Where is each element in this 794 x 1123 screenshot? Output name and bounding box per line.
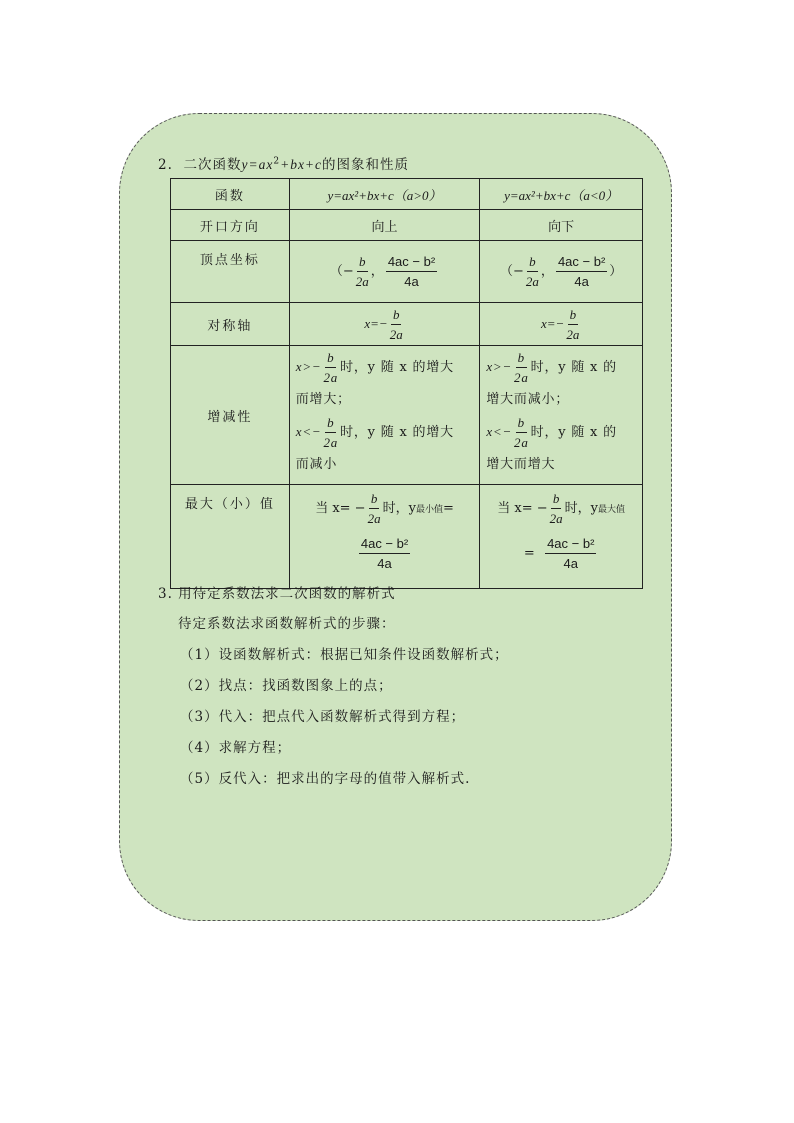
step-4: （4）求解方程； xyxy=(180,740,292,756)
frac-denominator: 2a xyxy=(389,326,403,342)
cell-opening-label: 开口方向 xyxy=(171,210,290,241)
cell-header-label: 函数 xyxy=(171,179,290,210)
frac-numerator: b xyxy=(568,307,579,325)
mono-prefix: x<− xyxy=(295,424,322,439)
section-3 xyxy=(158,582,509,795)
frac-denominator: 4a xyxy=(404,274,419,289)
step-3: （3）代入：把点代入函数解析式得到方程； xyxy=(180,709,466,725)
frac-numerator: b xyxy=(357,254,368,272)
step-2: （2）找点：找函数图象上的点； xyxy=(180,678,393,694)
mono-neg-line1 xyxy=(486,350,636,385)
table-row-vertex xyxy=(171,241,643,303)
frac-denominator: 2a xyxy=(514,370,529,385)
extreme-subscript: 最大值 xyxy=(598,505,626,515)
mono-prefix: x<− xyxy=(486,424,513,439)
frac-numerator: b xyxy=(325,350,336,368)
extreme-pos-line2 xyxy=(290,536,480,571)
vertex-comma: ， xyxy=(540,264,554,279)
mono-pos-line3 xyxy=(296,415,474,450)
extreme-value-frac xyxy=(359,536,410,571)
extreme-prefix: 当 x= − xyxy=(315,501,366,516)
step-5: （5）反代入：把求出的字母的值带入解析式. xyxy=(180,771,471,787)
frac-denominator: 2a xyxy=(525,274,539,289)
mono-prefix: x>− xyxy=(295,359,322,374)
frac-numerator: b xyxy=(325,415,336,433)
table-row-opening xyxy=(171,210,643,241)
frac-numerator: 4ac − b² xyxy=(359,536,410,554)
vertex-frac-y xyxy=(386,254,437,289)
frac-denominator: 4a xyxy=(563,556,578,571)
cell-axis-label: 对称轴 xyxy=(171,303,290,346)
extreme-frac xyxy=(550,491,563,526)
cell-extreme-pos xyxy=(289,485,480,589)
cell-opening-pos: 向上 xyxy=(289,210,480,241)
title-suffix: 的图象和性质 xyxy=(322,157,410,173)
axis-prefix: x=− xyxy=(540,315,565,331)
cell-extreme-label: 最大（小）值 xyxy=(171,485,290,589)
table-row-axis xyxy=(171,303,643,346)
cell-header-neg: y=ax²+bx+c（a<0） xyxy=(480,179,643,210)
table-row-header xyxy=(171,179,643,210)
cell-vertex-neg xyxy=(480,241,643,303)
frac-numerator: 4ac − b² xyxy=(545,536,596,554)
extreme-neg-line2 xyxy=(480,536,642,571)
extreme-frac xyxy=(368,491,381,526)
axis-prefix: x=− xyxy=(364,315,388,331)
mono-pos-line4: 而减小 xyxy=(295,457,338,472)
step-1: （1）设函数解析式：根据已知条件设函数解析式； xyxy=(180,647,509,663)
quadratic-properties-table xyxy=(170,178,643,589)
extreme-equals: = xyxy=(442,501,454,516)
cell-header-pos: y=ax²+bx+c（a>0） xyxy=(289,179,480,210)
frac-denominator: 2a xyxy=(549,511,563,526)
cell-axis-pos xyxy=(289,303,480,346)
table-row-extreme xyxy=(171,485,643,589)
section-3-intro: 待定系数法求函数解析式的步骤： xyxy=(178,616,396,632)
section-3-title: 3. 用待定系数法求二次函数的解析式 xyxy=(158,586,396,602)
extreme-subscript: 最小值 xyxy=(415,505,443,515)
frac-denominator: 2a xyxy=(514,435,529,450)
title-fn-y: y xyxy=(241,157,249,172)
frac-denominator: 2a xyxy=(355,274,369,289)
title-fn-eq: =ax xyxy=(248,157,274,172)
axis-frac xyxy=(390,307,403,342)
extreme-equals: = xyxy=(523,546,535,561)
mono-suffix: 时，y 随 x 的 xyxy=(530,360,617,375)
title-prefix: 二次函数 xyxy=(183,157,242,173)
cell-extreme-neg xyxy=(480,485,643,589)
cell-vertex-pos xyxy=(289,241,480,303)
frac-numerator: b xyxy=(391,307,402,325)
vertex-open-paren: （− xyxy=(500,264,524,279)
frac-denominator: 4a xyxy=(574,274,589,289)
frac-numerator: b xyxy=(516,415,527,433)
frac-numerator: b xyxy=(369,491,380,509)
cell-monotonic-neg xyxy=(480,346,643,485)
frac-numerator: 4ac − b² xyxy=(556,254,607,272)
extreme-value-frac xyxy=(545,536,596,571)
mono-neg-line3 xyxy=(486,415,636,450)
extreme-pos-line1 xyxy=(290,489,480,530)
vertex-frac-b-2a xyxy=(526,254,539,289)
section-number: 2. xyxy=(158,157,173,173)
extreme-prefix: 当 x= − xyxy=(497,501,548,516)
vertex-close-paren: ） xyxy=(609,264,623,279)
title-fn-rest: +bx+c xyxy=(280,157,323,172)
mono-neg-line4: 增大而增大 xyxy=(486,457,556,472)
cell-axis-neg xyxy=(480,303,643,346)
extreme-neg-line1 xyxy=(480,489,642,530)
frac-numerator: b xyxy=(527,254,538,272)
mono-pos-line2: 而增大； xyxy=(295,392,351,407)
frac-numerator: 4ac − b² xyxy=(386,254,437,272)
frac-numerator: b xyxy=(516,350,527,368)
frac-denominator: 2a xyxy=(323,370,339,385)
vertex-frac-y xyxy=(556,254,607,289)
cell-monotonic-label: 增减性 xyxy=(171,346,290,485)
frac-denominator: 2a xyxy=(323,435,339,450)
vertex-comma: ， xyxy=(370,264,384,279)
mono-pos-line1 xyxy=(296,350,474,385)
vertex-open-paren: （− xyxy=(329,264,354,279)
frac-denominator: 4a xyxy=(377,556,392,571)
frac-numerator: b xyxy=(551,491,562,509)
extreme-mid: 时，y xyxy=(382,501,416,516)
mono-frac xyxy=(323,415,338,450)
mono-neg-line2: 增大而减小； xyxy=(486,392,570,407)
frac-denominator: 2a xyxy=(367,511,381,526)
cell-monotonic-pos xyxy=(289,346,480,485)
vertex-frac-b-2a xyxy=(356,254,369,289)
mono-frac xyxy=(323,350,338,385)
mono-suffix: 时，y 随 x 的 xyxy=(530,425,617,440)
mono-frac xyxy=(514,350,529,385)
mono-suffix: 时，y 随 x 的增大 xyxy=(340,425,454,440)
mono-prefix: x>− xyxy=(486,359,513,374)
title-fn-exp: 2 xyxy=(273,156,281,167)
table-row-monotonic xyxy=(171,346,643,485)
section-2-title xyxy=(158,153,409,173)
axis-frac xyxy=(566,307,579,342)
extreme-mid: 时，y xyxy=(564,501,599,516)
frac-denominator: 2a xyxy=(566,326,580,342)
mono-suffix: 时，y 随 x 的增大 xyxy=(340,360,454,375)
mono-frac xyxy=(514,415,529,450)
cell-opening-neg: 向下 xyxy=(480,210,643,241)
cell-vertex-label: 顶点坐标 xyxy=(171,241,290,303)
